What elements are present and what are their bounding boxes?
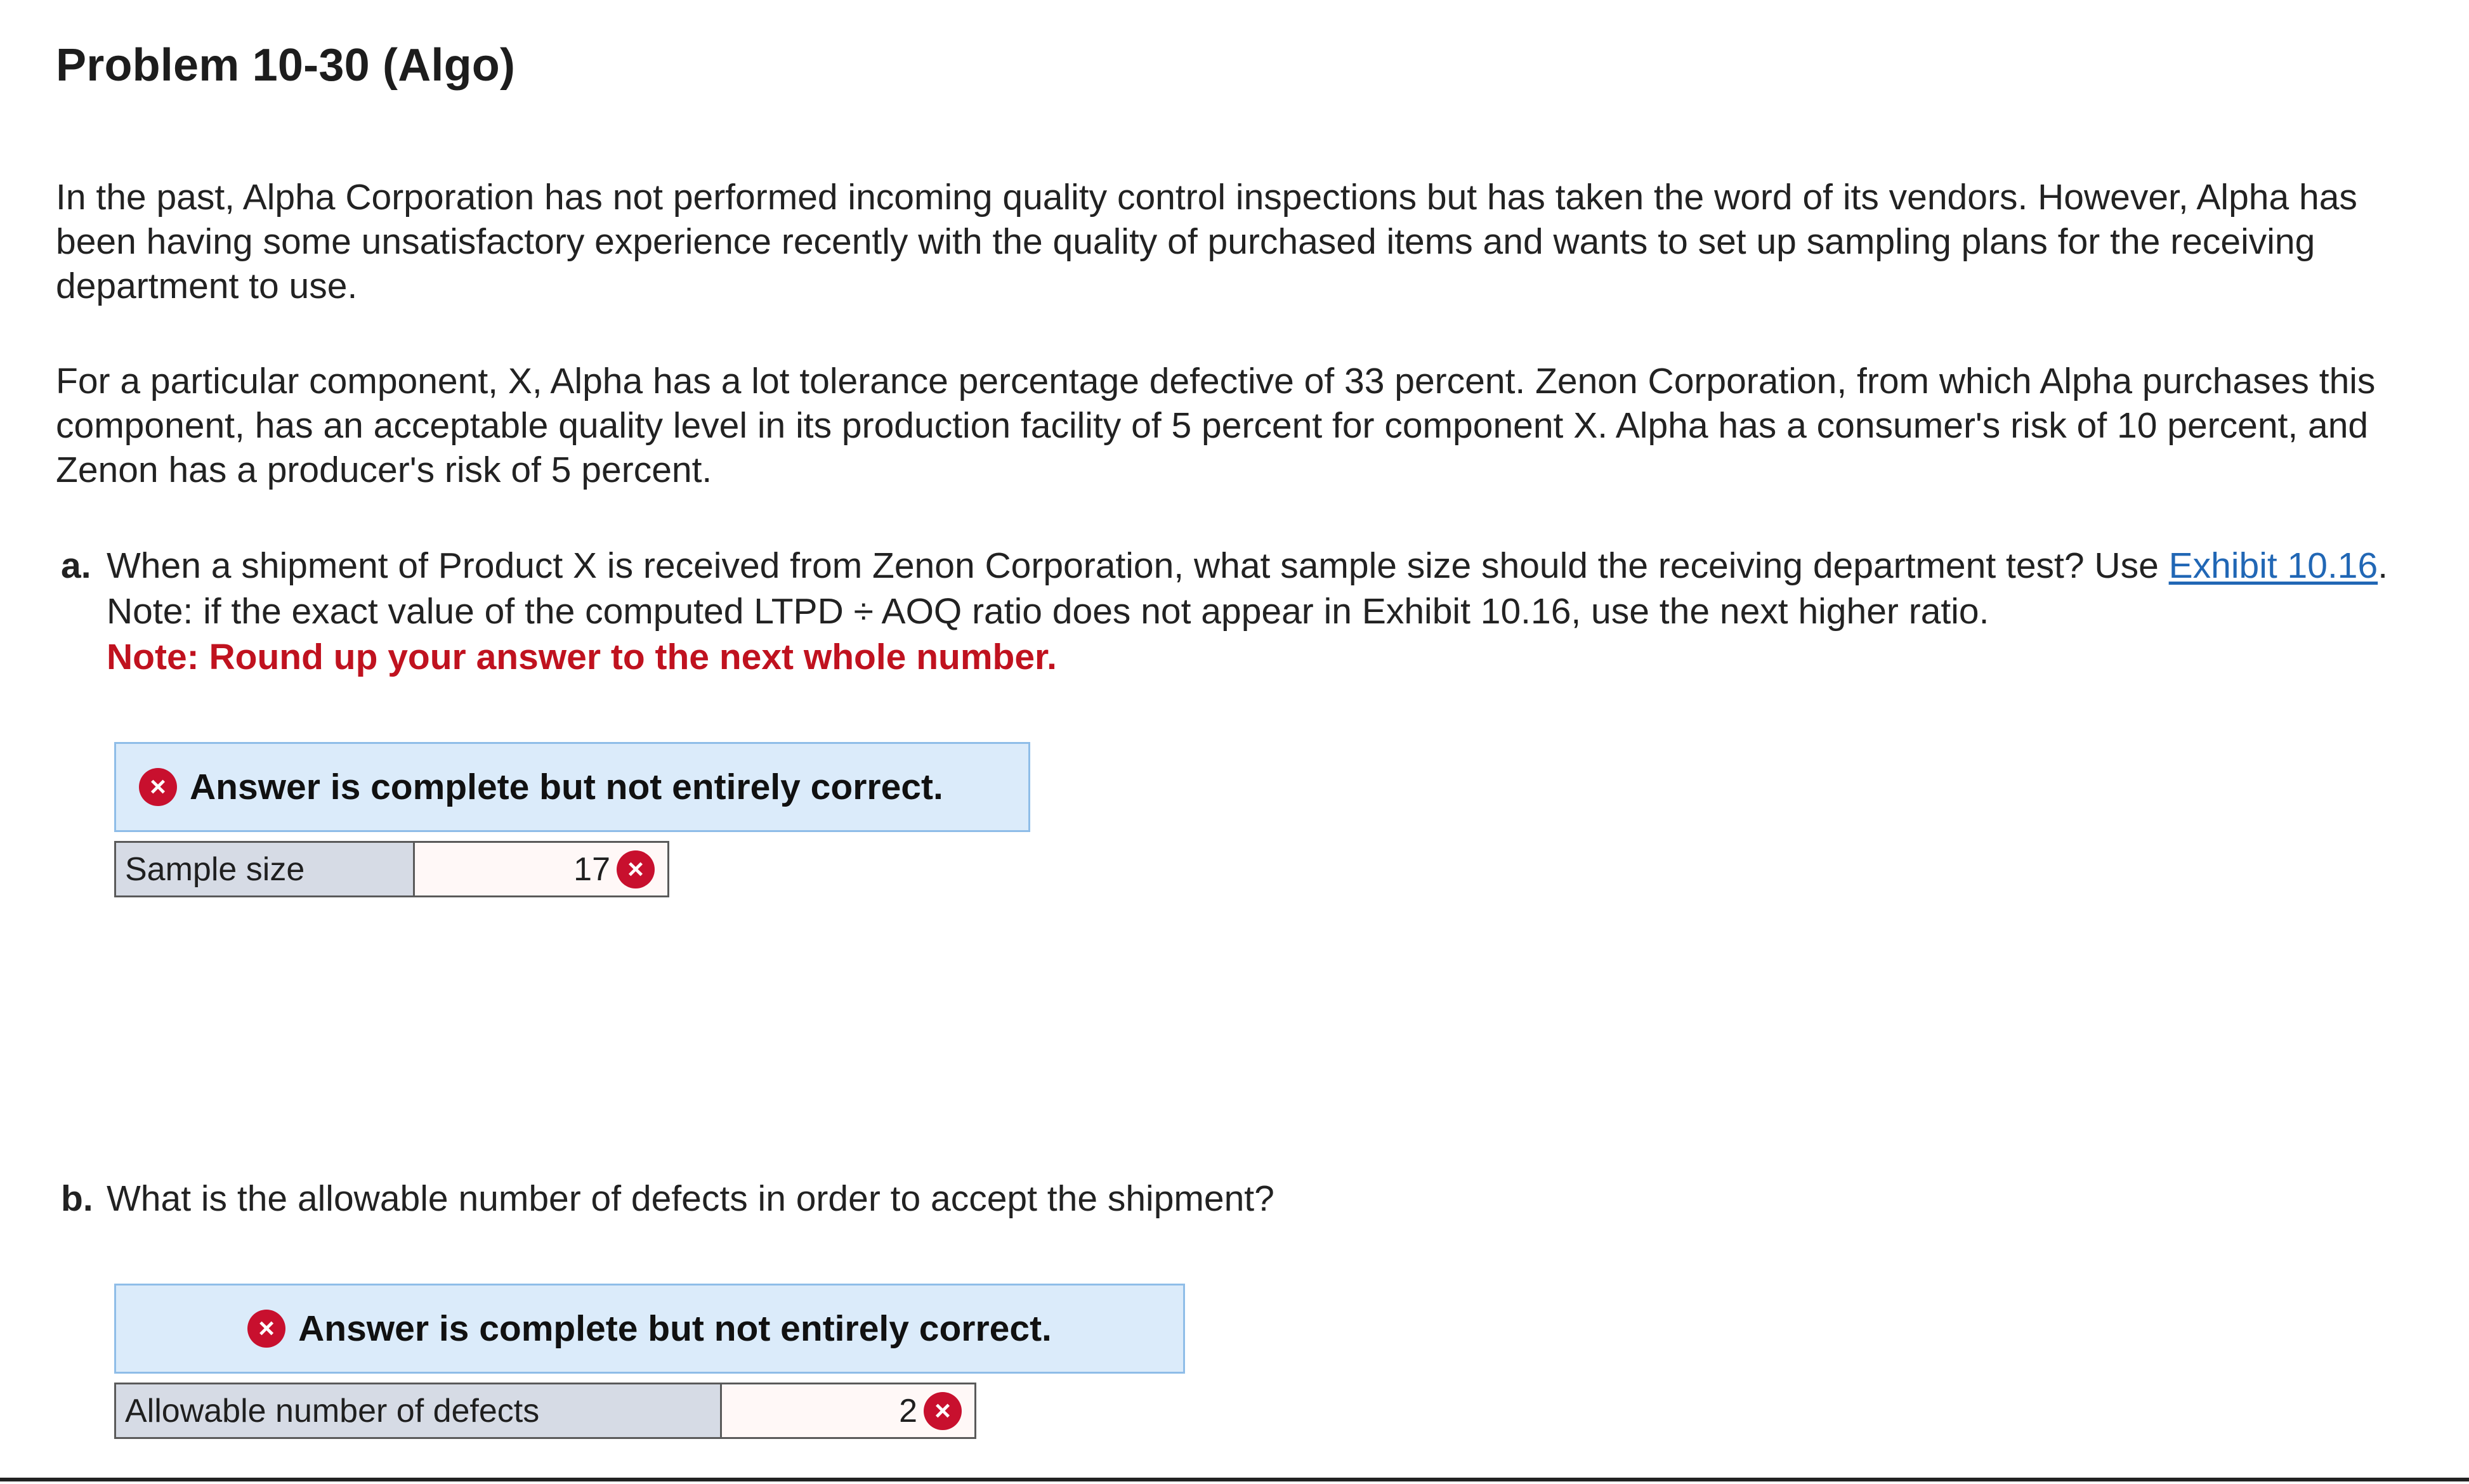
component-paragraph: For a particular component, X, Alpha has a lot tolerance percentage defective of 33 percent. Zenon Corporation, from which Alpha purchases this component, has an acceptable quality level in its production facility of 5 percent for component X. Alpha has a consumer's risk of 10 percent, and Zenon has a producer's risk of 5 percent. [56,361,2376,490]
question-a-prompt-cont: . Note: if the exact value of the computed LTPD ÷ AOQ ratio does not appear in Exhibit 10.16, use the next higher ratio. [107,545,2388,632]
sample-size-label: Sample size [115,842,414,897]
sample-size-value: 17 [573,850,610,888]
allowable-defects-label: Allowable number of defects [115,1384,721,1438]
exhibit-link[interactable]: Exhibit 10.16 [2168,545,2378,586]
incorrect-icon: × [924,1392,962,1430]
feedback-text-a: Answer is complete but not entirely correct. [190,767,943,807]
table-row [115,1384,976,1438]
feedback-banner-a [114,742,1030,832]
question-a-letter: a. [61,545,91,586]
incorrect-icon: × [139,768,177,806]
allowable-defects-cell[interactable] [721,1384,976,1438]
sample-size-cell[interactable] [414,842,669,897]
incorrect-icon: × [247,1310,285,1348]
intro-paragraph: In the past, Alpha Corporation has not performed incoming quality control inspections but has taken the word of its vendors. However, Alpha has been having some unsatisfactory experience recently with the quality of purchased items and wants to set up sampling plans for the receiving department to use. [56,177,2357,306]
allowable-defects-value: 2 [899,1392,917,1429]
question-b-text: What is the allowable number of defects in order to accept the shipment? [107,1178,1274,1219]
page-title: Problem 10-30 (Algo) [56,40,516,91]
feedback-text-b: Answer is complete but not entirely correct. [298,1308,1052,1349]
question-a-text [107,543,2441,680]
answer-table-b [114,1383,976,1439]
table-row [115,842,669,897]
question-a-prompt: When a shipment of Product X is received from Zenon Corporation, what sample size should the receiving department test? Use [107,545,2169,586]
rounding-note: Note: Round up your answer to the next whole number. [107,637,1057,677]
feedback-banner-b [114,1284,1185,1374]
question-b-letter: b. [61,1178,93,1219]
bottom-divider [0,1478,2469,1481]
incorrect-icon: × [617,850,655,888]
answer-table-a [114,841,669,897]
